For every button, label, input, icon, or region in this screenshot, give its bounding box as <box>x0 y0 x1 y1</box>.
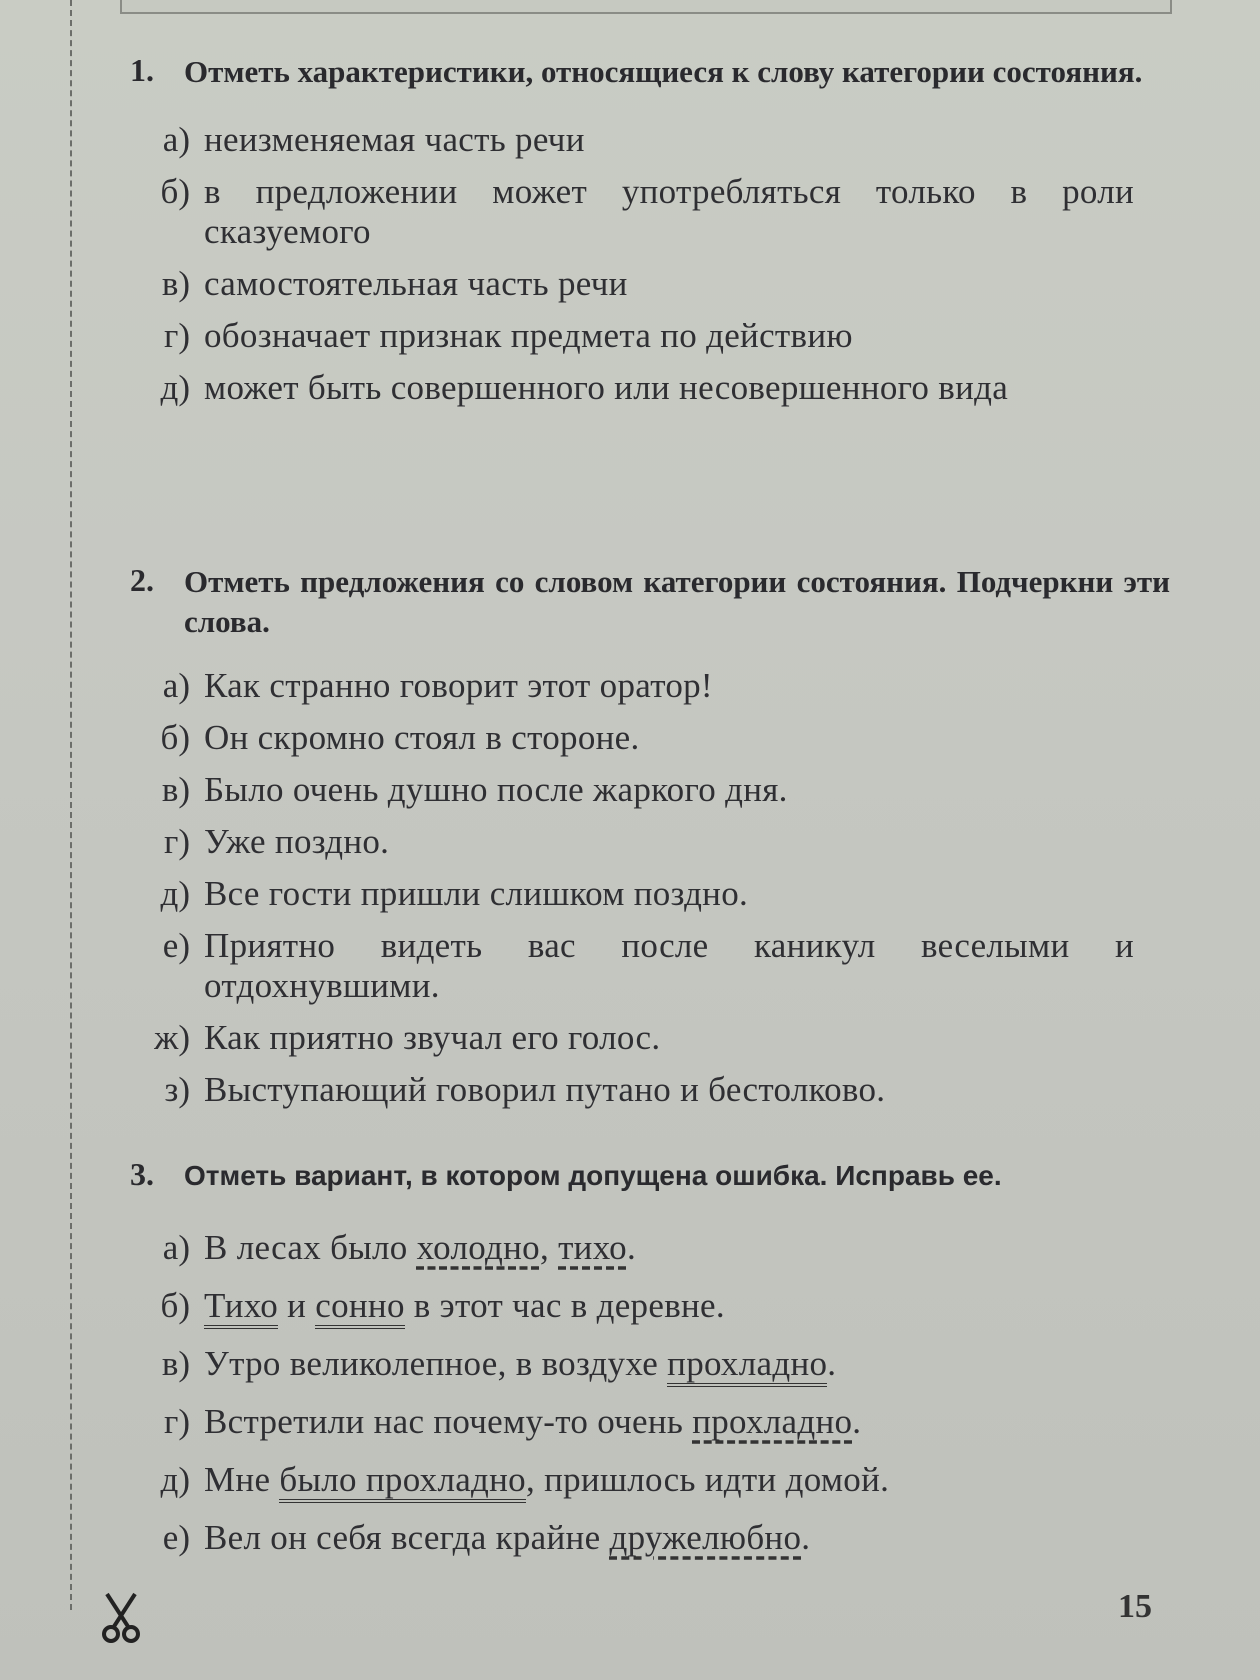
item-letter: б) <box>160 718 190 757</box>
list-item <box>130 368 1170 408</box>
text-part: , пришлось идти домой. <box>525 1460 890 1499</box>
item-letter: г) <box>163 316 190 355</box>
list-item <box>130 1518 1170 1558</box>
underlined-word: прохладно <box>667 1344 827 1387</box>
underlined-word: сонно <box>315 1286 405 1329</box>
item-text: Как странно говорит этот оратор! <box>204 666 713 705</box>
item-text: Уже поздно. <box>204 822 390 861</box>
underlined-word: было прохладно <box>279 1460 526 1503</box>
list-item <box>130 874 1170 914</box>
text-part: . <box>801 1518 811 1557</box>
item-letter: б) <box>160 1286 190 1325</box>
item-text: Как приятно звучал его голос. <box>204 1018 661 1057</box>
item-text: самостоятельная часть речи <box>204 264 628 303</box>
cut-line <box>70 0 72 1610</box>
task-number: 2. <box>130 562 154 598</box>
item-text: Выступающий говорил путано и бестолково. <box>204 1070 886 1109</box>
underlined-word: прохладно <box>692 1402 853 1441</box>
item-letter: в) <box>161 264 190 303</box>
item-letter: д) <box>160 368 190 407</box>
text-part: и <box>278 1286 316 1325</box>
item-letter: ж) <box>154 1018 190 1057</box>
task-number: 1. <box>130 52 154 88</box>
item-text: Приятно видеть вас после каникул веселыми и отдохнувшими. <box>204 926 1134 1005</box>
list-item <box>130 770 1170 810</box>
list-item <box>130 1344 1170 1384</box>
list-item <box>130 1402 1170 1442</box>
list-item <box>130 822 1170 862</box>
item-letter: д) <box>160 1460 190 1499</box>
item-text <box>204 1286 1134 1326</box>
task-3 <box>130 1156 1170 1576</box>
top-box-border <box>120 0 1172 14</box>
list-item <box>130 120 1170 160</box>
list-item <box>130 316 1170 356</box>
item-letter: г) <box>163 1402 190 1441</box>
text-part: . <box>626 1228 637 1267</box>
list-item <box>130 264 1170 304</box>
item-text <box>204 1518 1134 1558</box>
text-part: . <box>827 1344 837 1383</box>
text-part: Утро великолепное, в воздухе <box>204 1344 668 1383</box>
item-text: может быть совершенного или несовершенного вида <box>204 368 1009 407</box>
item-text: Он скромно стоял в стороне. <box>204 718 640 757</box>
task-title: Отметь вариант, в котором допущена ошибка. Исправь ее. <box>184 1160 1002 1191</box>
page-number: 15 <box>1118 1588 1152 1625</box>
list-item <box>130 172 1170 252</box>
item-letter: а) <box>162 666 190 705</box>
item-letter: е) <box>162 1518 190 1557</box>
item-text: Все гости пришли слишком поздно. <box>204 874 749 913</box>
task-title: Отметь предложения со словом категории состояния. Подчеркни эти слова. <box>184 564 1170 639</box>
item-text: обозначает признак предмета по действию <box>204 316 853 355</box>
list-item <box>130 666 1170 706</box>
item-letter: з) <box>164 1070 190 1109</box>
item-letter: б) <box>160 172 190 211</box>
underlined-word: холодно <box>416 1228 540 1267</box>
list-item <box>130 1460 1170 1500</box>
item-text <box>204 1460 1134 1500</box>
item-letter: в) <box>161 1344 190 1383</box>
item-letter: а) <box>162 1228 190 1267</box>
list-item <box>130 1070 1170 1110</box>
item-text: неизменяемая часть речи <box>204 120 585 159</box>
underlined-word: Тихо <box>204 1286 278 1329</box>
item-letter: е) <box>162 926 190 965</box>
list-item <box>130 718 1170 758</box>
underlined-word: дружелюбно <box>609 1518 802 1557</box>
item-letter: г) <box>163 822 190 861</box>
item-letter: д) <box>160 874 190 913</box>
text-part: Мне <box>204 1460 280 1499</box>
text-part: , <box>539 1228 559 1267</box>
text-part: Встретили нас почему-то очень <box>204 1402 693 1441</box>
task-title: Отметь характеристики, относящиеся к слову категории состояния. <box>184 54 1143 89</box>
task-number: 3. <box>130 1156 154 1192</box>
text-part: В лесах было <box>204 1228 417 1267</box>
text-part: Вел он себя всегда крайне <box>204 1518 610 1557</box>
item-text: Было очень душно после жаркого дня. <box>204 770 788 809</box>
item-text <box>204 1228 1134 1268</box>
text-part: . <box>852 1402 862 1441</box>
task-2 <box>130 562 1170 1122</box>
item-letter: а) <box>162 120 190 159</box>
task-1 <box>130 52 1170 420</box>
scissors-icon <box>101 1592 141 1644</box>
list-item <box>130 1018 1170 1058</box>
list-item <box>130 1286 1170 1326</box>
item-text <box>204 1402 1134 1442</box>
list-item <box>130 1228 1170 1268</box>
list-item <box>130 926 1170 1006</box>
text-part: в этот час в деревне. <box>404 1286 725 1325</box>
underlined-word: тихо <box>558 1228 627 1267</box>
item-text <box>204 1344 1134 1384</box>
item-text: в предложении может употребляться только в роли сказуемого <box>204 172 1134 251</box>
item-letter: в) <box>161 770 190 809</box>
